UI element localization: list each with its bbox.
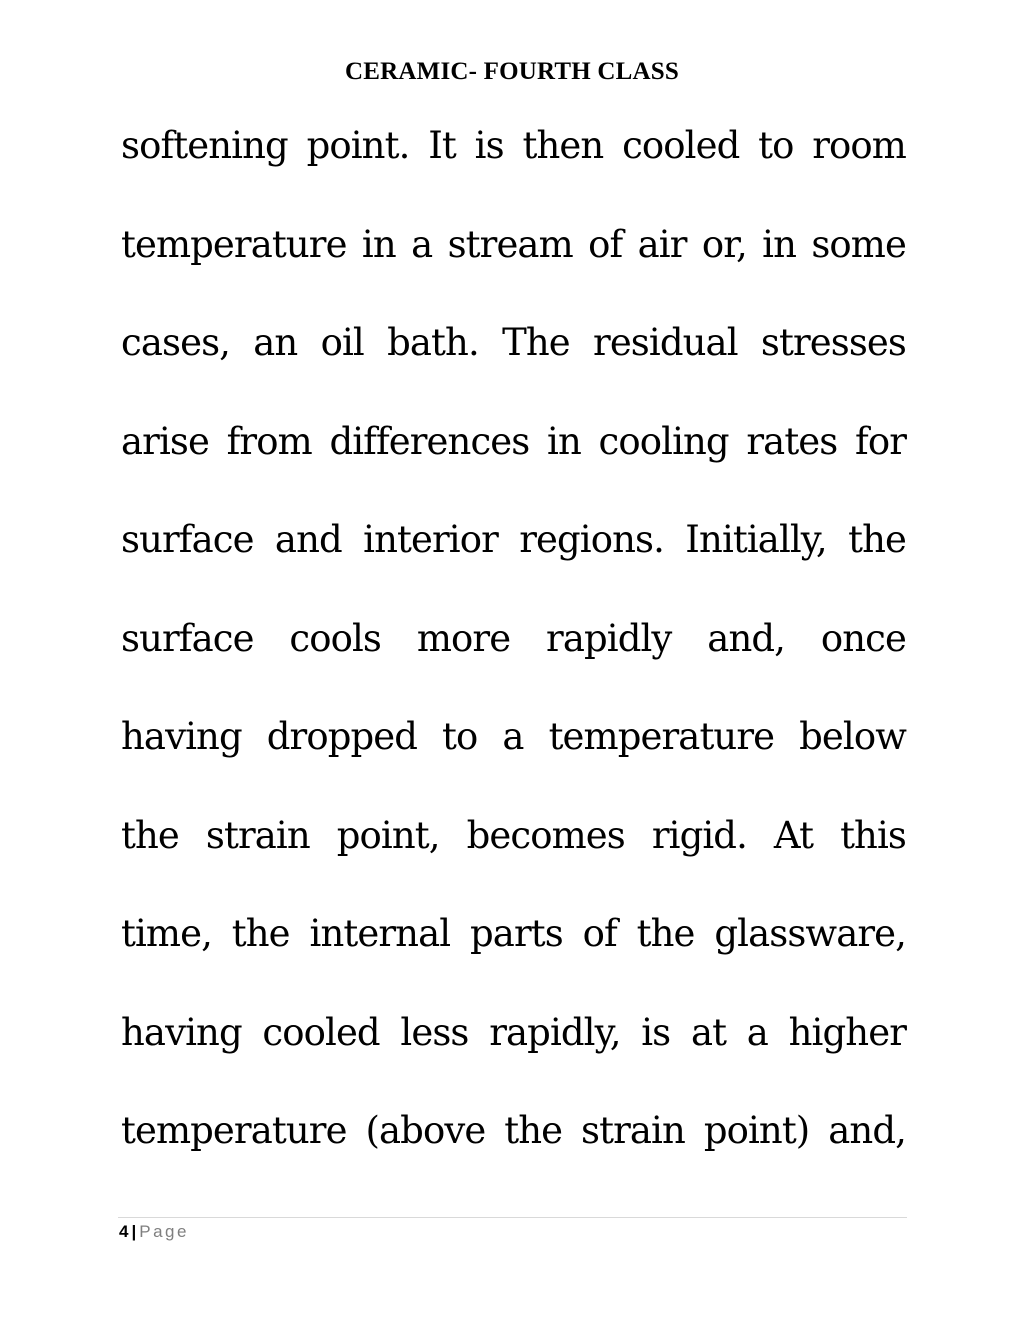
page-footer bbox=[119, 1222, 189, 1242]
body-line-10: having cooled less rapidly, is at a higher bbox=[121, 1010, 906, 1054]
body-line-5: surface and interior regions. Initially, the bbox=[121, 518, 906, 561]
body-line-3: cases, an oil bath. The residual stresses bbox=[121, 321, 906, 364]
body-line-11: temperature (above the strain point) and, bbox=[121, 1109, 906, 1152]
body-line-9: time, the internal parts of the glassware, bbox=[121, 912, 906, 955]
page-label: Page bbox=[139, 1222, 189, 1241]
body-text bbox=[121, 116, 906, 1200]
body-line-7: having dropped to a temperature below bbox=[121, 715, 906, 758]
body-line-8: the strain point, becomes rigid. At this bbox=[121, 813, 906, 857]
body-line-6: surface cools more rapidly and, once bbox=[121, 616, 906, 660]
body-line-4: arise from differences in cooling rates for bbox=[121, 419, 906, 463]
page-number: 4 bbox=[119, 1222, 129, 1241]
body-line-1: softening point. It is then cooled to room bbox=[121, 124, 906, 167]
footer-separator: | bbox=[131, 1222, 137, 1241]
page-header-title: CERAMIC- FOURTH CLASS bbox=[345, 58, 679, 85]
body-line-2: temperature in a stream of air or, in some bbox=[121, 222, 906, 266]
footer-divider bbox=[118, 1217, 907, 1218]
